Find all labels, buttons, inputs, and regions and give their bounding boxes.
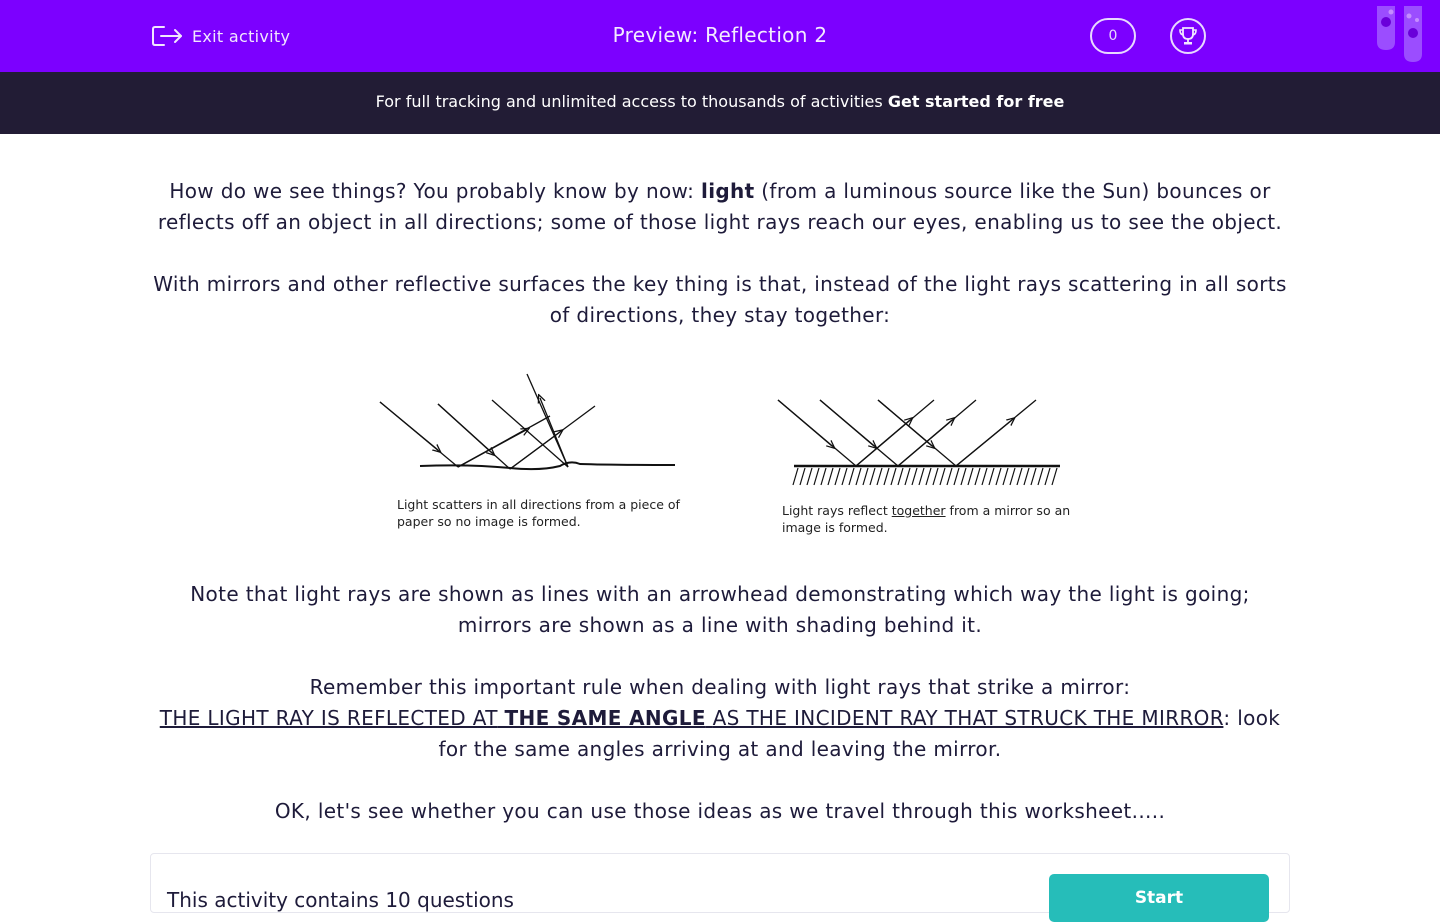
- intro-p1-bold: light: [700, 179, 755, 203]
- mirror-hatch-line: [842, 468, 847, 485]
- mirror-hatch-line: [1052, 468, 1057, 485]
- mirror-hatch-line: [989, 468, 994, 485]
- diffuse-caption-line-1: Light scatters in all directions from a piece of: [397, 497, 680, 512]
- mirror-caption: [782, 502, 1070, 536]
- mirror-caption-line-1: [782, 502, 1070, 519]
- rule-after: : look for the same angles arriving at and leaving the mirror.: [438, 706, 1281, 761]
- mirror-hatch-line: [1031, 468, 1036, 485]
- mirror-hatch-line: [919, 468, 924, 485]
- mirror-hatch-line: [884, 468, 889, 485]
- intro-text: [150, 176, 1290, 331]
- mirror-hatch-line: [996, 468, 1001, 485]
- closing-paragraph: OK, let's see whether you can use those ideas as we travel through this worksheet.....: [274, 799, 1166, 823]
- intro-paragraph-2: With mirrors and other reflective surfaces the key thing is that, instead of the light rays scattering in all sorts of directions, they stay together:: [153, 272, 1287, 327]
- mirror-hatch-line: [891, 468, 896, 485]
- mirror-hatch-line: [828, 468, 833, 485]
- intro-paragraph-1: [150, 176, 1290, 238]
- mirror-hatch-line: [793, 468, 798, 485]
- rule-part-a: THE LIGHT RAY IS REFLECTED AT: [159, 706, 498, 730]
- trophy-icon: [1177, 25, 1199, 47]
- notes-text: [150, 579, 1290, 827]
- score-counter: 0: [1090, 18, 1136, 54]
- mirror-hatch-line: [821, 468, 826, 485]
- reflection-diagram: [360, 368, 1080, 548]
- mirror-hatch-line: [800, 468, 805, 485]
- rule-intro: Remember this important rule when dealing with light rays that strike a mirror:: [309, 675, 1131, 699]
- diffuse-caption: [397, 496, 680, 530]
- mirror-caption-line-2: image is formed.: [782, 520, 888, 535]
- mirror-hatch-line: [940, 468, 945, 485]
- mirror-hatch-line: [835, 468, 840, 485]
- mirror-hatch-line: [975, 468, 980, 485]
- mirror-hatch-line: [947, 468, 952, 485]
- mirror-caption-underlined: together: [891, 503, 946, 518]
- rule-bold: THE SAME ANGLE: [504, 706, 706, 730]
- mirror-hatch-line: [1003, 468, 1008, 485]
- top-bar: [0, 0, 1440, 72]
- get-started-link[interactable]: Get started for free: [887, 92, 1065, 111]
- mirror-caption-end: from a mirror so an: [949, 503, 1071, 518]
- mirror-hatch-line: [968, 468, 973, 485]
- mirror-hatch-line: [982, 468, 987, 485]
- mirror-hatch-line: [870, 468, 875, 485]
- activity-card: [150, 853, 1290, 913]
- rule-part-b: AS THE INCIDENT RAY THAT STRUCK THE MIRROR: [712, 706, 1224, 730]
- mirror-hatch-line: [863, 468, 868, 485]
- mirror-hatch-line: [877, 468, 882, 485]
- exit-label: Exit activity: [192, 26, 291, 46]
- mirror-hatch-line: [849, 468, 854, 485]
- promo-text: For full tracking and unlimited access to thousands of activities: [375, 92, 883, 111]
- notes-paragraph-3: Note that light rays are shown as lines with an arrowhead demonstrating which way the light is going; mirrors are shown as a line with shading behind it.: [190, 582, 1250, 637]
- mirror-hatch-line: [905, 468, 910, 485]
- diffuse-reflection-drawing: [360, 368, 690, 488]
- promo-banner: [0, 72, 1440, 134]
- mirror-hatch-line: [954, 468, 959, 485]
- mirror-hatch-line: [1024, 468, 1029, 485]
- mirror-hatch-line: [961, 468, 966, 485]
- mirror-hatch-line: [926, 468, 931, 485]
- diffuse-caption-line-2: paper so no image is formed.: [397, 514, 581, 529]
- mirror-caption-start: Light rays reflect: [782, 503, 888, 518]
- question-count-text: This activity contains 10 questions: [167, 888, 514, 912]
- start-button[interactable]: Start: [1049, 874, 1269, 922]
- mirror-hatch-line: [1045, 468, 1050, 485]
- mirror-hatch-line: [898, 468, 903, 485]
- intro-p1-end: (from a luminous source like the Sun) bounces or reflects off an object in all directions; some of those light rays reach our eyes, enabling us to see the object.: [157, 179, 1283, 234]
- mirror-hatch-line: [1017, 468, 1022, 485]
- mirror-hatch-line: [912, 468, 917, 485]
- rule-paragraph: [150, 672, 1290, 765]
- mirror-hatch-line: [856, 468, 861, 485]
- mirror-hatch-line: [807, 468, 812, 485]
- mirror-hatch-line: [933, 468, 938, 485]
- page-title: Preview: Reflection 2: [612, 23, 828, 47]
- test-tubes-logo: [1372, 0, 1432, 66]
- mirror-hatch-line: [814, 468, 819, 485]
- mirror-reflection-drawing: [770, 368, 1070, 493]
- mirror-hatch-line: [1038, 468, 1043, 485]
- mirror-hatch-line: [1010, 468, 1015, 485]
- rule-text: [160, 706, 1224, 730]
- trophy-button[interactable]: [1170, 18, 1206, 54]
- intro-p1-start: How do we see things? You probably know by now:: [169, 179, 695, 203]
